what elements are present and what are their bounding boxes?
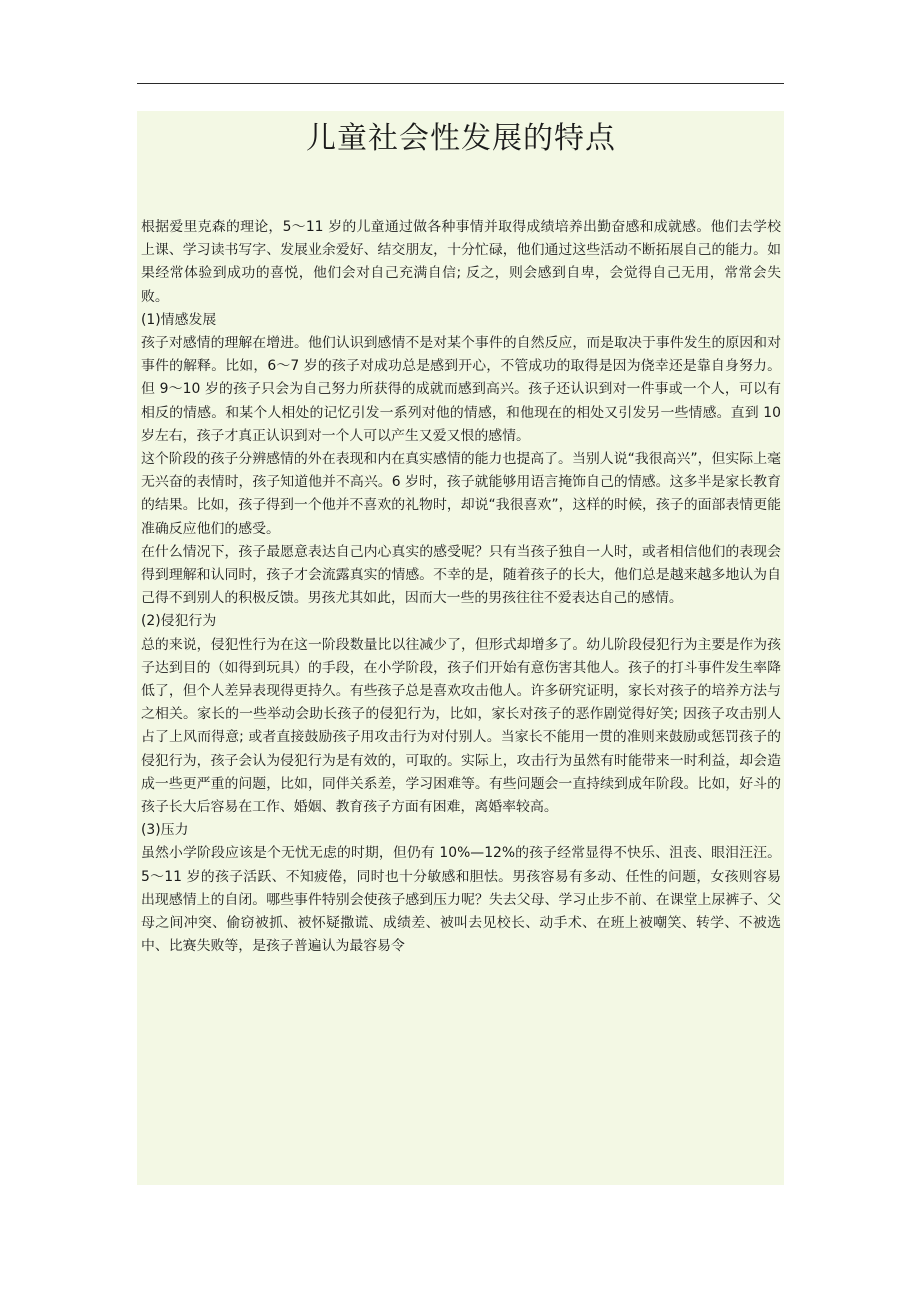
paragraph: 总的来说，侵犯性行为在这一阶段数量比以往减少了，但形式却增多了。幼儿阶段侵犯行为主要是作为孩子达到目的（如得到玩具）的手段，在小学阶段，孩子们开始有意伤害其他人。孩子的打斗事件发生率降低了，但个人差异表现得更持久。有些孩子总是喜欢攻击他人。许多研究证明，家长对孩子的培养方法与之相关。家长的一些举动会助长孩子的侵犯行为，比如，家长对孩子的恶作剧觉得好笑; 因孩子攻击别人占了上风而得意; 或者直接鼓励孩子用攻击行为对付别人。当家长不能用一贯的准则来鼓励或惩罚孩子的侵犯行为，孩子会认为侵犯行为是有效的，可取的。实际上，攻击行为虽然有时能带来一时利益，却会造成一些更严重的问题，比如，同伴关系差，学习困难等。有些问题会一直持续到成年阶段。比如，好斗的孩子长大后容易在工作、婚姻、教育孩子方面有困难，离婚率较高。 — [141, 636, 781, 816]
paragraph: 孩子对感情的理解在增进。他们认识到感情不是对某个事件的自然反应，而是取决于事件发生的原因和对事件的解释。比如，6～7 岁的孩子对成功总是感到开心，不管成功的取得是因为侥幸还是靠自身努力。但 9～10 岁的孩子只会为自己努力所获得的成就而感到高兴。孩子还认识到对一件事或一个人，可以有相反的情感。和某个人相处的记忆引发一系列对他的情感，和他现在的相处又引发另一些情感。直到 10 岁左右，孩子才真正认识到对一个人可以产生又爱又恨的感情。 — [141, 335, 781, 444]
section-heading: (1)情感发展 — [141, 311, 217, 328]
section-aggression — [141, 610, 781, 819]
section-heading: (2)侵犯行为 — [141, 613, 217, 630]
paragraph: 这个阶段的孩子分辨感情的外在表现和内在真实感情的能力也提高了。当别人说“我很高兴”，但实际上毫无兴奋的表情时，孩子知道他并不高兴。6 岁时，孩子就能够用语言掩饰自己的情感。这多半是家长教育的结果。比如，孩子得到一个他并不喜欢的礼物时，却说“我很喜欢”，这样的时候，孩子的面部表情更能准确反应他们的感受。 — [141, 451, 781, 537]
article-text — [141, 216, 781, 959]
paragraph: 虽然小学阶段应该是个无忧无虑的时期，但仍有 10%—12%的孩子经常显得不快乐、沮丧、眼泪汪汪。5～11 岁的孩子活跃、不知疲倦，同时也十分敏感和胆怯。男孩容易有多动、任性的问题，女孩则容易出现感情上的自闭。哪些事件特别会使孩子感到压力呢？失去父母、学习止步不前、在课堂上尿裤子、父母之间冲突、偷窃被抓、被怀疑撒谎、成绩差、被叫去见校长、动手术、在班上被嘲笑、转学、不被选中、比赛失败等，是孩子普遍认为最容易令 — [141, 845, 781, 955]
top-rule — [137, 83, 784, 84]
section-emotion — [141, 309, 781, 611]
intro-paragraph: 根据爱里克森的理论，5～11 岁的儿童通过做各种事情并取得成绩培养出勤奋感和成就感。他们去学校上课、学习读书写字、发展业余爱好、结交朋友，十分忙碌，他们通过这些活动不断拓展自己的能力。如果经常体验到成功的喜悦，他们会对自己充满自信; 反之，则会感到自卑，会觉得自己无用，常常会失败。 — [141, 219, 781, 305]
section-stress — [141, 819, 781, 958]
paragraph: 在什么情况下，孩子最愿意表达自己内心真实的感受呢？只有当孩子独自一人时，或者相信他们的表现会得到理解和认同时，孩子才会流露真实的情感。不幸的是，随着孩子的长大，他们总是越来越多地认为自己得不到别人的积极反馈。男孩尤其如此，因而大一些的男孩往往不爱表达自己的感情。 — [141, 543, 781, 607]
section-heading: (3)压力 — [141, 822, 189, 839]
document-body — [137, 111, 784, 1185]
page-title: 儿童社会性发展的特点 — [306, 121, 616, 156]
